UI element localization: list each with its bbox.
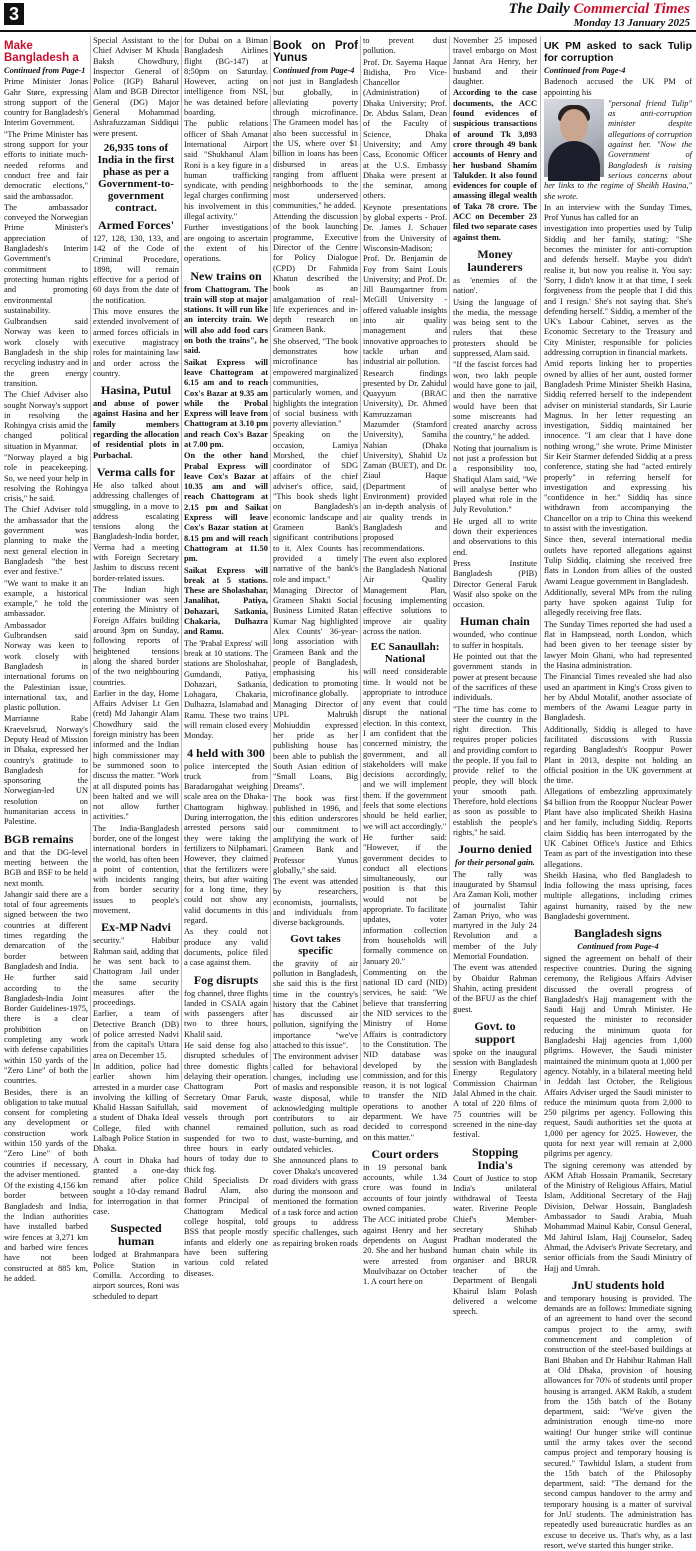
paragraph: The rally was inaugurated by Shamsul Ara Zaman Koli, mother of journalist Tahir Zaman Priyo, who was martyred in the July 24 Revolution and a member of the July Memorial Foundation. [453, 869, 537, 962]
headline-hasina-putul: Hasina, Putul [100, 383, 172, 398]
paragraph: Prime Minister Jonas Gahr Støre, expressing strong support of the country for Bangladesh's Interim Government. [4, 77, 88, 128]
paragraph: Court of Justice to stop India's unilateral withdrawal of Teesta water. Riverine People Chief's Member-secretary Shihab Pradhan moderated the human chain while its organiser and BRUR teacher of the Department of Bengali Khairul Islam Polash delivered a welcome speech. [453, 1173, 537, 1317]
headline-journo-denied: Journo denied [458, 842, 532, 857]
paragraph: The 'Prabal Express' will break at 10 stations. The stations are Sholoshahar, Gumdandi, Patiya, Dohazari, Satkania, Lohagara, Chakaria, Dulhazra, Islamabad and Ramu. These two trains will remain closed every Monday. [184, 638, 268, 741]
headline-stopping-indias: Stopping India's [471, 1144, 519, 1172]
paragraph: Earlier in the day, Home Affairs Adviser Lt Gen (retd) Md Jahangir Alam Chowdhury said the foreign ministry has been informed and the Indian high commissioner may be summoned soon to discuss the matter. "Work at all disputed points has been halted and we will not allow further activities." [93, 688, 179, 822]
paragraph: He urged all to write down their experiences and observations to this end. [453, 516, 537, 557]
headline-4-held: 4 held with 300 [187, 745, 265, 760]
paragraph: Noting that journalism is not just a profession but a responsibility too, Shafiqul Alam said, "We will analyse better who played what role in the July Revolution." [453, 443, 537, 515]
headline-bgb-remains: BGB remains [4, 831, 74, 846]
paragraph: not just in Bangladesh but globally, in alleviating poverty through microfinance. The Grameen model has also been successful in the US, where over $1 billion in loans has been disbursed in areas ranging from affluent neighborhoods to the most underserved communities," he added. [273, 77, 358, 210]
headline-new-trains: New trains on [190, 268, 262, 283]
paragraph: Jahangir said there are a total of four agreements signed between the two countries at different times regarding the demarcation of the border between Bangladesh and India. [4, 889, 88, 971]
paragraph: signed the agreement on behalf of their respective countries. During the signing ceremony, the Religious Affairs Adviser discussed the overall progress of Bangladesh's Hajj management with the Saudi Hajj and Umrah Minister. He requested the minister to reconsider reducing the minimum quota for Bangladeshi Hajj agencies from 1,000 pilgrims. However, the Saudi minister maintained the minimum quota at 1,000 per agency. Notably, in a bilateral meeting held in Jeddah last October, the Religious Affairs Adviser urged the Saudi minister to reduce the minimum quota from 2,000 to 250 pilgrims per agency. Following this request, Saudi authorities set the quota at 1,000 per agency for 2025. However, the quota for next year will remain at 2,000 pilgrims per agency. [544, 953, 692, 1159]
issue-date: Monday 13 January 2025 [573, 17, 690, 29]
paragraph: The Financial Times revealed she had also used an apartment in King's Cross given to her by Abdul Motalif, another associate of members of the Awami League party in Bangladesh. [544, 672, 692, 723]
paragraph: "We want to make it an example, a historical example," he told the ambassador. [4, 578, 88, 619]
paragraph: Earlier, a team of Detective Branch (DB) of police arrested Nadvi from the capital's Uttara area on December 15. [93, 1009, 179, 1060]
paragraph: Special Assistant to the Chief Adviser M Khuda Baksh Chowdhury, Inspector General of Police (IGP) Baharul Alam and BGB Director General (DG) Major General Mohammad Ashrafuzzaman Siddiqui were present. [93, 36, 179, 138]
headline-26935-tons: 26,935 tons of India in the first phase as per a Government-to-government contract. [97, 141, 175, 214]
continued-label: Continued from Page-1 [4, 66, 86, 75]
headline-book-prof-yunus: Book on Prof Yunus [273, 40, 358, 64]
column-1 [4, 36, 88, 1283]
paragraph: In addition, police had earlier shown him arrested in a murder case involving the killing of Khalid Hassan Saifullah, a student of Dhaka Ideal College, filed with Lalbagh Police Station in Dhaka. [93, 1061, 179, 1154]
paragraph: Since then, several international media outlets have reported allegations against Tulip Siddiq, claiming she received free flats in London from allies of the ousted Awami League government in Bangladesh. [544, 535, 692, 586]
paragraph: Allegations of embezzling approximately $4 billion from the Rooppur Nuclear Power Plant have also implicated Sheikh Hasina and her family, including Siddiq. Reports claim Siddiq has been interrogated by the UK Cabinet Office's Justice and Ethics Team as part of the investigation into these allegations. [544, 787, 692, 869]
paragraph: She announced plans to cover Dhaka's uncovered road dividers with grass during the monsoon and mentioned the formation of a task force and action groups to address specific challenges, such as repairing broken roads [273, 1156, 358, 1248]
masthead-name: Commercial Times [573, 1, 690, 17]
headline-suspected-human: Suspected human [110, 1221, 162, 1249]
paragraph: The event also explored the Bangladesh National Air Quality Management Plan, focusing implementing effective solutions to improve air quality across the nation. [363, 554, 447, 636]
page-header [0, 0, 696, 30]
paragraph: lodged at Brahmanpara Police Station in Comilla. According to airport sources, Roni was scheduled to depart [93, 1250, 179, 1301]
paragraph: A court in Dhaka had granted a one-day remand after police sought a 10-day remand for interrogation in that case. [93, 1155, 179, 1217]
paragraph: "The Prime Minister has strong support for your efforts to initiate much-needed reforms and conduct free and fair democratic elections," said the ambassador. [4, 129, 88, 201]
paragraph: The ambassador conveyed the Norwegian Prime Minister's appreciation of Bangladesh's Interim Government's commitment to protecting human rights and promoting environmental sustainability. [4, 202, 88, 315]
paragraph: On the other hand Prabal Express will leave Cox's Bazar at 10.35 am and will reach Chattogram at 2.15 pm and Saikat Express will leave Cox's Bazar station at 8.15 pm and will reach Chattogram at 11.50 pm. [184, 451, 268, 564]
paragraph: "If the fascist forces had won, two lakh people would have gone to jail, and then the narrative would have been that some miscreants had created anarchy across the country," he added. [453, 360, 537, 442]
paragraph: This move ensures the extended involvement of armed forces officials in executive magistracy roles for maintaining law and order across the country. [93, 307, 179, 378]
paragraph: The Chief Adviser told the ambassador that the government was planning to make the next general election in Bangladesh "the best ever and festive." [4, 505, 88, 577]
column-divider [270, 36, 271, 1081]
paragraph: Further investigations are ongoing to ascertain the extent of his operations. [184, 223, 268, 264]
headline-make-bangladesh: Make Bangladesh a [4, 40, 79, 64]
paragraph: Child Specialists Dr Badrul Alam, also former Principal of Chattogram Medical college hospital, told BSS that people mostly infants and elderly one have been suffering various cold related diseases. [184, 1175, 268, 1278]
paragraph: Marrianne Rabe Kraevelsrud, Norway's Deputy Head of Mission in Dhaka, expressed her country's gratitude to Bangladesh for sponsoring the Norwegian-led UN resolution on humanitarian access in Palestine. [4, 714, 88, 827]
paragraph: Amid reports linking her to properties owned by allies of her aunt, ousted former Bangladesh Prime Minister Sheikh Hasina, Siddiq referred herself to the independent adviser on ministerial standards, Sir Laurie Magnus. In her letter requesting an investigation, Siddiq maintained her innocence. "I am clear that I have done nothing wrong," she wrote. Prime Minister Sir Keir Starmer defended Siddiq at a press conference, stating she had "acted entirely properly" in referring herself for investigation and expressing his "confidence in her." Siddiq has since withdrawn from accompanying the Chancellor on a trip to China this weekend to assist with the investigation. [544, 359, 692, 534]
subheadline: for their personal gain. [454, 858, 536, 868]
paragraph: In an interview with the Sunday Times, Prof Yunus has called for an [544, 202, 692, 223]
paragraph: Besides, there is an obligation to take mutual consent for completing any development or construction work within 150 yards of the "Zero Line" of both countries if necessary, the adviser mentioned. [4, 1087, 88, 1179]
paragraph: Additionally, Siddiq is alleged to have facilitated discussions with Russia regarding Bangladesh's Rooppur Power Plant in 2013, despite not holding an official position in the UK government at the time. [544, 724, 692, 786]
paragraph: police intercepted the truck from Baradarogahat weighing scale area on the Dhaka-Chattogram highway. During interrogation, the arrested persons said they were taking the fertilizers to Nilphamari. However, they claimed that the fertilizers were theirs, but after waiting for a long time, they could not show any valid documents in this regard. [184, 761, 268, 926]
column-divider [540, 36, 541, 1081]
headline-armed-forces: Armed Forces' [97, 217, 175, 232]
paragraph: Keynote presentations by global experts - Prof. Dr. James J. Schauer from the University of Wisconsin-Madison; Prof. Dr. Benjamin de Foy from Saint Louis University; and Prof. Dr. Jill Baumgartner from McGill University - offered valuable insights into air quality management and innovative approaches to tackle urban and industrial air pollution. [363, 202, 447, 367]
paragraph: The Indian high commissioner was seen entering the Ministry of Foreign Affairs building around 3pm on Sunday, following reports of heightened tensions along the shared border of the two neighbouring countries. [93, 584, 179, 687]
pull-quote: "personal friend Tulip" as anti-corruption minister despite allegations of corruption against her. "Now the Government of Bangladesh is raising serious concerns about her links to the regime of Sheikh Hasina," she wrote. [544, 98, 692, 201]
masthead [508, 1, 690, 29]
column-divider [360, 36, 361, 1081]
paragraph: Of the existing 4,156 km border between Bangladesh and India, the Indian authorities have installed barbed wire fences at 3,271 km and barbed wire fences have not been constructed at 885 km, he added. [4, 1181, 88, 1283]
headline-fog-disrupts: Fog disrupts [193, 972, 259, 987]
headline-govt-takes-specific: Govt takes specific [290, 932, 341, 957]
column-7 [544, 36, 692, 1550]
paragraph: Ambassador Gulbrandsen said Norway was keen to work closely with Bangladesh in international forums on the Palestinian issue, international tax, and plastic pollution. [4, 620, 88, 713]
paragraph: He further said according to the Bangladesh-India Joint Border Guidelines-1975, there is a clear prohibition on completing any work with defense capabilities within 150 yards of the "Zero Line" of both the countries. [4, 973, 88, 1086]
paragraph: Saikat Express will break at 5 stations. These are Sholashahar, Janalihat, Patiya, Dohazari, Satkania, Chakaria, Dulhazra and Ramu. [184, 565, 268, 637]
paragraph: investigation into properties used by Tulip Siddiq and her family, stating: "She becomes the minister for anti-corruption and defends herself. Maybe you didn't realise it, but now you realise it. You say: 'Sorry, I didn't know it at that time, I seek forgiveness from the people that I did this and I resign.' She's not saying that. She's defending herself." Siddiq, a member of the UK's Labour Cabinet, serves as the Economic Secretary to the Treasury and City Minister, responsible for policies addressing corruption in financial markets. [544, 224, 692, 358]
headline-govt-to-support: Govt. to support [474, 1018, 516, 1046]
paragraph: Gulbrandsen said Norway was keen to work closely with Bangladesh in the ship recycling industry and in the green energy transition. [4, 317, 88, 388]
paragraph: Using the language of the media, the message was being sent to the rulers that these protesters should be suppressed, Alam said. [453, 297, 537, 359]
paragraph: security." Habibur Rahman said, adding that he was sent back to Chattogram Jail under the same security measures after the proceedings. [93, 936, 179, 1008]
paragraph: The event was attended by Obaidur Rahman Shahin, acting president of the BFUJ as the chief guest. [453, 963, 537, 1014]
column-2 [93, 36, 179, 1301]
paragraph: fog channel, three flights landed in CSAIA again with passengers after two to three hours, Khalil said. [184, 988, 268, 1039]
paragraph: Commenting on the national ID card (NID) services, he said: "We believe that transferring the NID services to the Ministry of Home Affairs is contradictory to the Constitution. The NID database was developed by the commission, and for this reason, it is not logical to transfer the NID operations to another department. We have decided to correspond on this matter." [363, 967, 447, 1142]
paragraph: He pointed out that the government stands in power at present because of the sacrifices of these individuals. [453, 652, 537, 703]
paragraph: and abuse of power against Hasina and her family members regarding the allocation of residential plots in Purbachal. [93, 399, 179, 460]
paragraph: to prevent dust pollution. [363, 36, 447, 56]
headline-human-chain: Human chain [460, 614, 530, 629]
column-divider [181, 36, 182, 1081]
paragraph: The public relations officer of Shah Amanat International Airport said "Shukhanul Alam Roni is a key figure in a human trafficking syndicate, with pending legal charges confirming his involvement in this illegal activity." [184, 119, 268, 222]
headline-money-launderers: Money launderers [467, 246, 523, 274]
paragraph: Saikat Express will leave Chattogram at 6.15 am and to reach Cox's Bazar at 9.35 am while the Probal Express will leave from Chattogram at 3.10 pm and reach Cox's Bazar at 7.00 pm. [184, 357, 268, 449]
paragraph: He further said: "However, if the government decides to conduct all elections simultaneously, our position is that this would not be appropriate. To facilitate updates, voter information collection from households will formally commence on January 20." [363, 832, 447, 966]
paragraph: Speaking on the occasion, Lamiya Morshed, the chief coordinator of SDG affairs of the chief adviser's office, said, "This book sheds light on Bangladesh's economic landscape and Grameen Bank's significant contributions to it. Alex Counts has provided a timely narrative of the bank's role and impact." [273, 430, 358, 584]
headline-verma-calls: Verma calls for [96, 464, 176, 479]
paragraph: Attending the discussion of the book launching programme, Executive Director of the Centre for Policy Dialogue (CPD) Dr Fahmida Khatun described the book as an amalgamation of real-life experiences and in-depth research on Grameen Bank. [273, 212, 358, 335]
paragraph: and temporary housing is provided. The demands are as follows: Immediate signing of an agreement to hand over the second campus project to the army, swift commencement and completion of construction of the steel-based buildings at Bani Bhaban and Dr Habibur Rahman Hall at Old Dhaka, provision of housing allowances for 70% of students until proper housing is arranged. AKM Rakib, a student from the 15th batch of the Botany department, said: "We've given the administration enough time-no more waiting! Our hunger strike will continue until the army takes over the second campus project and temporary housing is secured." Tawhidul Islam, a student from the 15th batch of the Philosophy department, said: "The demand for the second campus handover to the army and temporary housing is a matter of survival for JnU students. The administration has repeatedly used bureaucratic hurdles as an excuse to deceive us. That's why, as a last resort, we've started this hunger strike. [544, 1293, 692, 1550]
paragraph: Badenoch accused the UK PM of appointing his [544, 77, 692, 97]
paragraph: Research findings presented by Dr. Zahidul Quayyum (BRAC University), Dr. Ahmed Kamruzzaman Mazumder (Stamford University), Samiha Nahian (Dhaka University), Shahid Uz Zaman (BUET), and Dr. Ziaul Haque (Department of Environment) provided an in-depth analysis of air quality trends in Bangladesh and proposed recommendations. [363, 368, 447, 553]
headline-ec-sanaullah: EC Sanaullah: National [370, 641, 440, 666]
paragraph: The Chief Adviser also sought Norway's support in resolving the Rohingya crisis amid the changed political situation in Myanmar. [4, 390, 88, 451]
page-number: 3 [4, 3, 24, 25]
paragraph: November 25 imposed travel embargo on Most Jannat Ara Henry, her husband and their daughter. [453, 36, 537, 87]
paragraph: He said dense fog also disrupted schedules of three domestic flights delaying their operation. Chattogram Port Secretary Omar Faruk, said movement of vessels through port channel remained suspended for two to three hours in early hours of today due to thick fog. [184, 1041, 268, 1174]
paragraph: Managing Director of Grameen Shakti Social Business Limited Ratan Kumar Nag highlighted Alex Counts' 36-year-long association with Grameen Bank and the people of Bangladesh, emphasising his dedication to promoting microfinance globally. [273, 585, 358, 698]
paragraph: The signing ceremony was attended by AKM Aftab Hossain Pramanik, Secretary of the Ministry of Religious Affairs, Matiul Islam, Additional Secretary of the Hajj Division, Delwar Hossain, Bangladesh Ambassador to Saudi Arabia, Muah Mohammad Mainul Kabir, Consul General, Md Jahirul Islam, Hajj Counselor, Sadeq Ahmad, the Adviser's Private Secretary, and senior officials from the Saudi Ministry of Hajj and Umrah. [544, 1160, 692, 1273]
paragraph: The Sunday Times reported she had used a flat in Hampstead, north London, which had been given to her teenage sister by lawyer Moin Ghani, who had represented the Hasina administration. [544, 619, 692, 670]
paragraph: She observed, "The book demonstrates how microfinance has empowered marginalized communities, particularly women, and highlights the integration of social business with poverty alleviation." [273, 336, 358, 429]
column-5 [363, 36, 447, 1287]
column-divider [90, 36, 91, 1081]
paragraph: as 'enemies of the nation'. [453, 275, 537, 296]
paragraph: The event was attended by researchers, economists, journalists, and individuals from diverse backgrounds. [273, 877, 358, 928]
paragraph: Sheikh Hasina, who fled Bangladesh to India following the mass uprising, faces multiple allegations, including crimes against humanity, raised by the new Bangladeshi government. [544, 870, 692, 922]
paragraph: in 19 personal bank accounts, while 1.34 crore was found in accounts of four jointly owned companies. [363, 1162, 447, 1214]
tulip-siddiq-photo [544, 99, 604, 177]
paragraph: Additionally, several MPs from the ruling party have spoken against Tulip for allegedly receiving free flats. [544, 587, 692, 618]
headline-jnu-students: JnU students hold [571, 1277, 665, 1292]
headline-bangladesh-signs: Bangladesh signs [574, 926, 662, 941]
header-rule [0, 30, 696, 32]
headline-court-orders: Court orders [371, 1146, 439, 1161]
headline-ex-mp-nadvi: Ex-MP Nadvi [101, 920, 171, 935]
column-6 [453, 36, 537, 1317]
paragraph: The environment adviser called for behavioral changes, including use of masks and responsible waste disposal, while acknowledging multiple contributors to air pollution, such as road dust, waste-burning, and outdated vehicles. [273, 1052, 358, 1154]
column-4 [273, 36, 358, 1248]
column-divider [449, 36, 450, 1081]
paragraph: for Dubai on a Biman Bangladesh Airlines flight (BG-147) at 8:50pm on Saturday. However, acting on intelligence from NSI, he was detained before boarding. [184, 36, 268, 118]
paragraph: As they could not produce any valid documents, police filed a case against them. [184, 927, 268, 968]
continued-label: Continued from Page-4 [273, 66, 355, 75]
paragraph: The India-Bangladesh border, one of the longest international borders in the world, has often been a point of contention, with incidents ranging from border security issues to people's movement. [93, 823, 179, 916]
paragraph: the gravity of air pollution in Bangladesh, she said this is the first time in the country's history that the Cabinet has discussed air pollution, signifying the importance "we've attached to this issue". [273, 958, 358, 1051]
paragraph: He also talked about addressing challenges of smuggling, in a move to address escalating tensions along the Bangladesh-India border, Verma had a meeting with Foreign Secretary Jashim to discuss recent border-related issues. [93, 480, 179, 583]
masthead-daily: The Daily [508, 1, 570, 17]
column-3 [184, 36, 268, 1278]
paragraph: spoke on the inaugural session with Bangladesh Energy Regulatory Commission Chairman Jalal Ahmed in the chair. A total of 220 films of 75 countries will be screened in the nine-day festival. [453, 1047, 537, 1140]
paragraph: The book was first published in 1996, and this edition underscores our commitment to amplifying the work of Grameen Bank and Professor Yunus globally," she said. [273, 793, 358, 875]
paragraph: Press Institute Bangladesh (PIB) Director General Faruk Wasif also spoke on the occasion. [453, 558, 537, 610]
paragraph: Prof. Dr. Sayema Haque Bidisha, Pro Vice-Chancellor (Administration) of Dhaka University; Prof. Dr. Abdus Salam, Dean of the Faculty of Science, Dhaka University; and Amy Cass, Economic Officer at the U.S. Embassy Dhaka were present at the seminar, among others. [363, 57, 447, 201]
continued-label: Continued from Page-4 [577, 942, 659, 952]
paragraph: The ACC initiated probe against Henry and her dependents on August 20. She and her husband were arrested from Moulvibazar on October 1. A court here on [363, 1215, 447, 1287]
paragraph: Managing Director of UPL Mahrukh Mohiuddin expressed her pride as her publishing house has been able to publish the South Asian edition of "Small Loans, Big Dreams". [273, 700, 358, 792]
paragraph: will need considerable time. It would not be appropriate to introduce any event that could disrupt the national election. In this context, I am confident that the concerned ministry, the government, and all stakeholders will make decisions accordingly, and we will implement them. If the government feels that some elections should be held earlier, we will act accordingly." [363, 667, 447, 831]
paragraph: "The time has come to steer the country in the right direction. This requires proper policies and providing comfort to the people. If you fail to provide relief to the people, they will block your smooth path. Therefore, hold elections as soon as possible to establish the people's rights," he said. [453, 704, 537, 838]
headline-uk-pm: UK PM asked to sack Tulip for corruption [544, 40, 692, 64]
continued-label: Continued from Page-4 [544, 66, 626, 75]
paragraph: from Chattogram. The train will stop at major stations. It will run like an intercity train. We will also add food cars on both the trains", he said. [184, 284, 268, 356]
paragraph: and that the DG-level meeting between the BGB and BSF to be held next month. [4, 847, 88, 888]
paragraph: wounded, who continue to suffer in hospitals. [453, 630, 537, 650]
paragraph: 127, 128, 130, 133, and 142 of the Code of Criminal Procedure, 1898, will remain effective for a period of 60 days from the date of the notification. [93, 233, 179, 305]
paragraph: "Norway played a big role in peacekeeping. So, we need your help in resolving the Rohingya crisis," he said. [4, 452, 88, 504]
paragraph: According to the case documents, the ACC found evidences of suspicious transactions of around Tk 3,893 crore through 49 bank accounts of Henry and her husband Shamim Talukder. It also found evidences for couple of amassing illegal wealth of Taka 78 crore. The ACC on December 23 filed two separate cases against them. [453, 88, 537, 242]
